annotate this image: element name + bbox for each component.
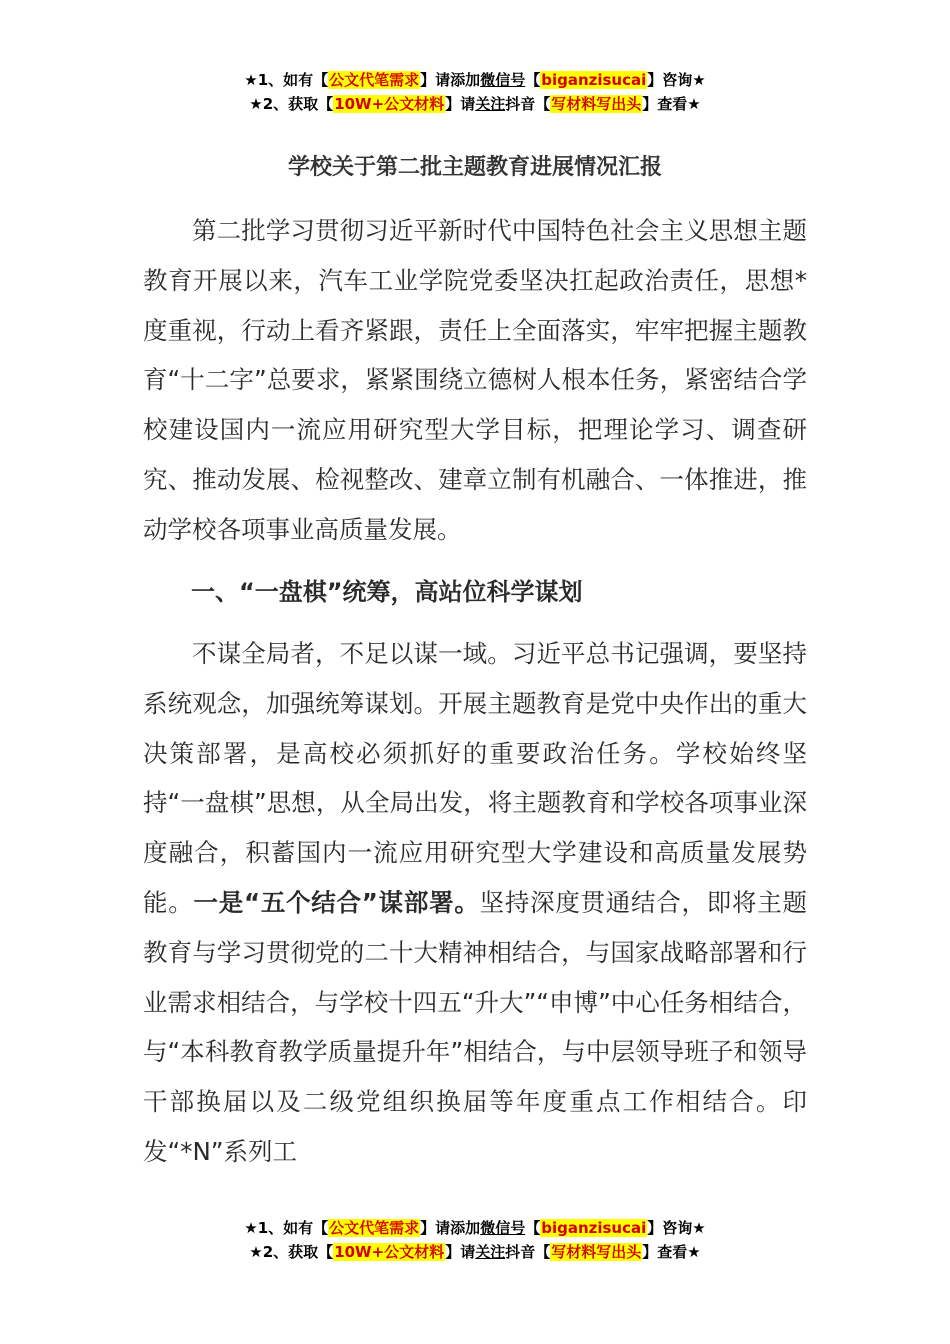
document-title: 学校关于第二批主题教育进展情况汇报 (287, 155, 662, 180)
section-heading-1: 一、“一盘棋”统筹，高站位科学谋划 (191, 578, 583, 606)
paragraph-intro: 第二批学习贯彻习近平新时代中国特色社会主义思想主题教育开展以来，汽车工业学院党委坚决扛起政治责任，思想*度重视，行动上看齐紧跟，责任上全面落实，牢牢把握主题教育“十二字”总要求，紧紧围绕立德树人根本任务，紧密结合学校建设国内一流应用研究型大学目标，把理论学习、调查研究、推动发展、检视整改、建章立制有机融合、一体推进，推动学校各项事业高质量发展。 (143, 216, 807, 544)
notice-line-2: ★2、获取【10W+公文材料】请关注抖音【写材料写出头】查看★ (249, 1243, 701, 1261)
footer-notice (0, 1216, 950, 1264)
notice-line-1: ★1、如有【公文代笔需求】请添加微信号【biganzisucai】咨询★ (244, 71, 706, 89)
paragraph-section-1: 不谋全局者，不足以谋一域。习近平总书记强调，要坚持系统观念，加强统筹谋划。开展主题教育是党中央作出的重大决策部署，是高校必须抓好的重要政治任务。学校始终坚持“一盘棋”思想，从全局出发，将主题教育和学校各项事业深度融合，积蓄国内一流应用研究型大学建设和高质量发展势能。一是“五个结合”谋部署。坚持深度贯通结合，即将主题教育与学习贯彻党的二十大精神相结合，与国家战略部署和行业需求相结合，与学校十四五“升大”“申博”中心任务相结合，与“本科教育教学质量提升年”相结合，与中层领导班子和领导干部换届以及二级党组织换届等年度重点工作相结合。印发“*N”系列工 (143, 639, 807, 1166)
header-notice (0, 68, 950, 116)
notice-line-1: ★1、如有【公文代笔需求】请添加微信号【biganzisucai】咨询★ (244, 1219, 706, 1237)
notice-line-2: ★2、获取【10W+公文材料】请关注抖音【写材料写出头】查看★ (249, 95, 701, 113)
